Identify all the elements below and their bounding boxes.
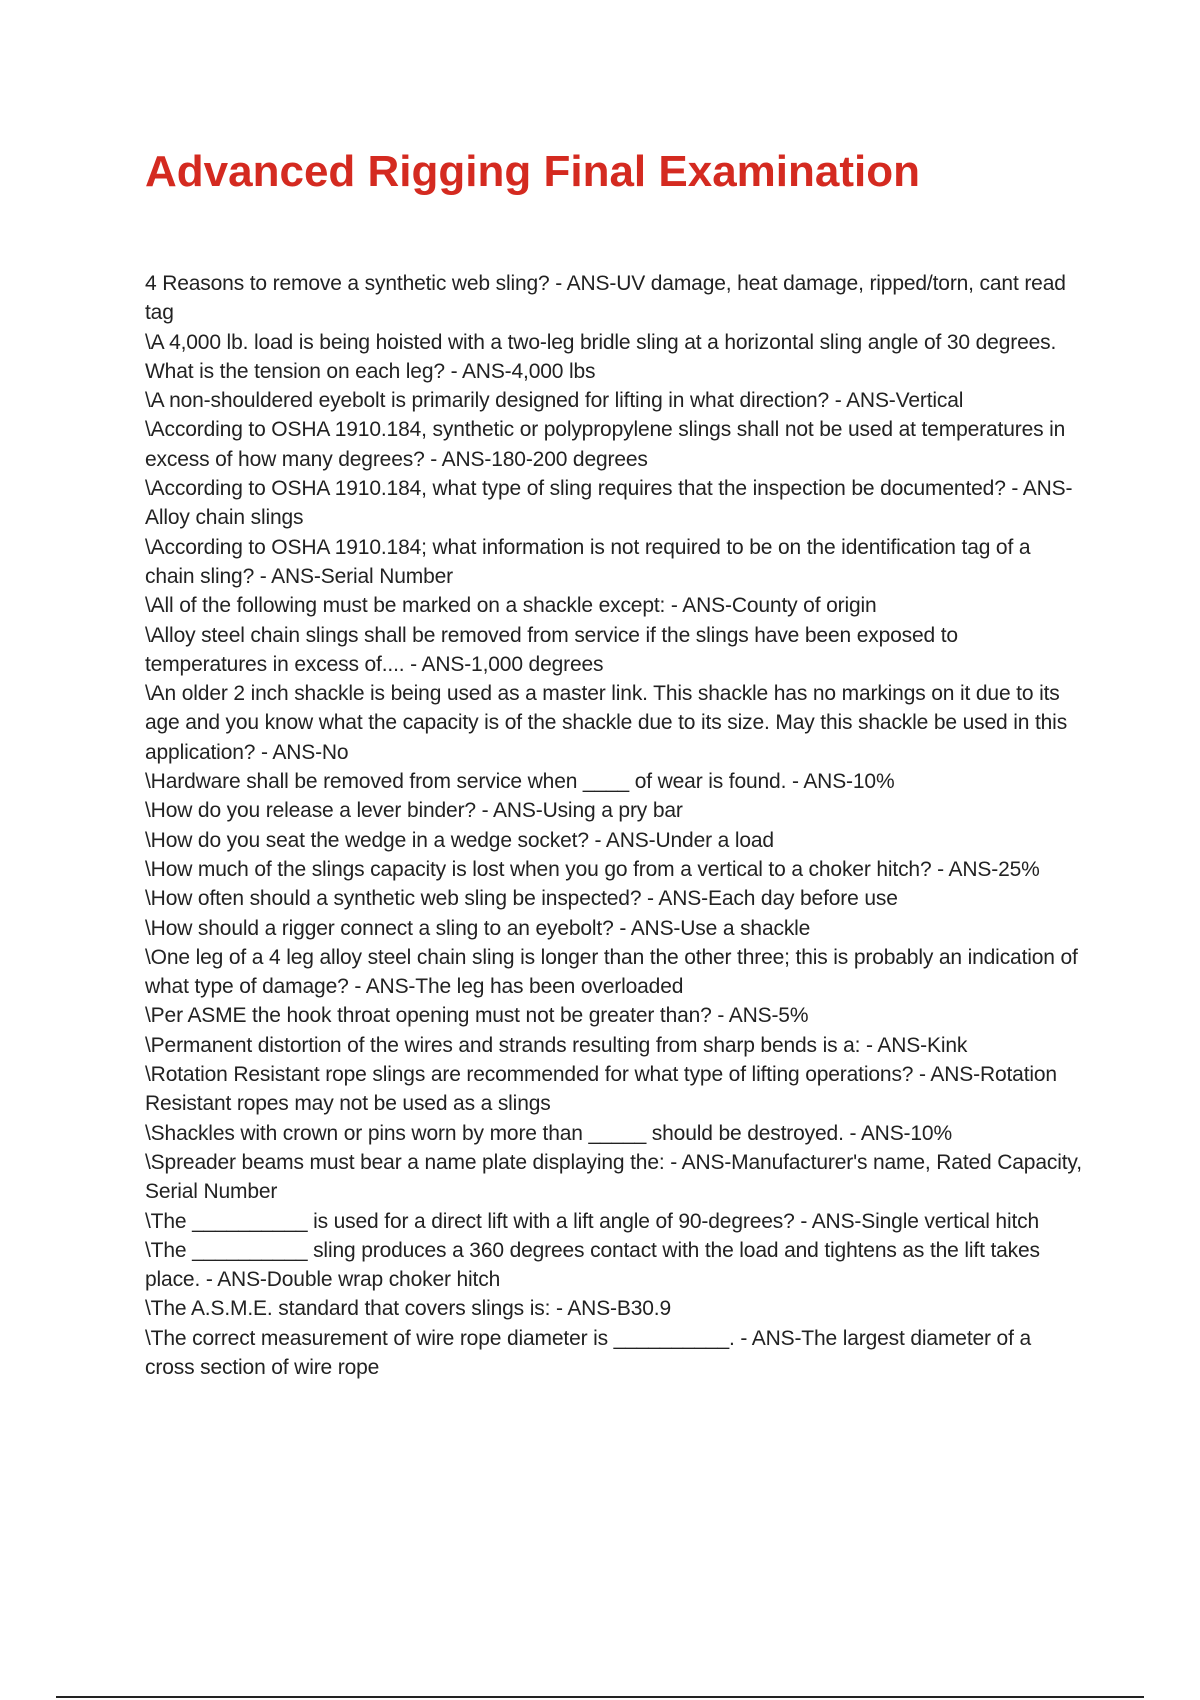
qa-entry: 4 Reasons to remove a synthetic web sling? - ANS-UV damage, heat damage, ripped/torn, cant read tag: [145, 272, 1066, 325]
qa-entry: \A non-shouldered eyebolt is primarily designed for lifting in what direction? - ANS-Vertical: [145, 389, 964, 413]
qa-entry: \How do you seat the wedge in a wedge socket? - ANS-Under a load: [145, 828, 774, 852]
qa-entry: \How much of the slings capacity is lost when you go from a vertical to a choker hitch? - ANS-25%: [145, 857, 1040, 881]
qa-entry: \The A.S.M.E. standard that covers slings is: - ANS-B30.9: [145, 1297, 672, 1321]
qa-entry: \How do you release a lever binder? - ANS-Using a pry bar: [145, 799, 683, 823]
qa-entry: \The __________ sling produces a 360 degrees contact with the load and tightens as the lift takes place. - ANS-Double wrap choker hitch: [145, 1238, 1040, 1292]
qa-list: [145, 269, 1085, 1382]
qa-entry: \Per ASME the hook throat opening must not be greater than? - ANS-5%: [145, 1004, 809, 1028]
qa-entry: \Rotation Resistant rope slings are recommended for what type of lifting operations? - ANS-Rotation Resistant ropes may not be used as a slings: [145, 1063, 1057, 1116]
qa-entry: \The correct measurement of wire rope diameter is __________. - ANS-The largest diameter of a cross section of wire rope: [145, 1326, 1031, 1379]
qa-entry: \Hardware shall be removed from service when ____ of wear is found. - ANS-10%: [145, 770, 895, 794]
qa-entry: \How should a rigger connect a sling to an eyebolt? - ANS-Use a shackle: [145, 916, 811, 940]
qa-entry: \An older 2 inch shackle is being used as a master link. This shackle has no markings on it due to its age and you know what the capacity is of the shackle due to its size. May this shackle be used in this application? - ANS-No: [145, 682, 1068, 764]
footer-divider: [56, 1696, 1144, 1698]
qa-entry: \According to OSHA 1910.184; what information is not required to be on the identification tag of a chain sling? - ANS-Serial Number: [145, 535, 1031, 588]
qa-entry: \Permanent distortion of the wires and strands resulting from sharp bends is a: - ANS-Kink: [145, 1033, 968, 1057]
qa-entry: \How often should a synthetic web sling be inspected? - ANS-Each day before use: [145, 887, 898, 911]
qa-entry: \Spreader beams must bear a name plate displaying the: - ANS-Manufacturer's name, Rated Capacity, Serial Number: [145, 1150, 1082, 1204]
qa-entry: \A 4,000 lb. load is being hoisted with a two-leg bridle sling at a horizontal sling angle of 30 degrees. What is the tension on each leg? - ANS-4,000 lbs: [145, 330, 1057, 383]
qa-entry: \According to OSHA 1910.184, synthetic or polypropylene slings shall not be used at temperatures in excess of how many degrees? - ANS-180-200 degrees: [145, 418, 1066, 471]
qa-entry: \The __________ is used for a direct lift with a lift angle of 90-degrees? - ANS-Single vertical hitch: [145, 1209, 1040, 1233]
qa-entry: \All of the following must be marked on a shackle except: - ANS-County of origin: [145, 594, 877, 618]
qa-entry: \Shackles with crown or pins worn by more than _____ should be destroyed. - ANS-10%: [145, 1121, 952, 1145]
document-title: Advanced Rigging Final Examination: [145, 147, 920, 196]
qa-entry: \One leg of a 4 leg alloy steel chain sling is longer than the other three; this is probably an indication of what type of damage? - ANS-The leg has been overloaded: [145, 945, 1078, 999]
qa-entry: \Alloy steel chain slings shall be removed from service if the slings have been exposed to temperatures in excess of.... - ANS-1,000 degrees: [145, 623, 958, 676]
qa-entry: \According to OSHA 1910.184, what type of sling requires that the inspection be documented? - ANS-Alloy chain slings: [145, 477, 1073, 530]
